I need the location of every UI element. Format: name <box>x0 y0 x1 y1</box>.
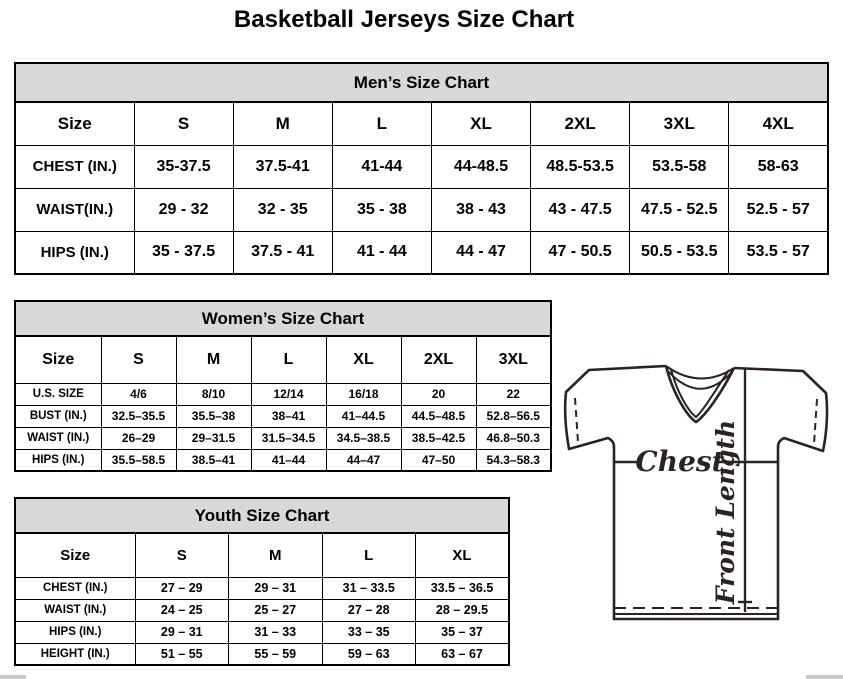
size-column-label: Size <box>15 336 101 383</box>
value-cell: 28 – 29.5 <box>416 599 510 621</box>
value-cell: 29 - 32 <box>134 188 233 231</box>
value-cell: 58-63 <box>729 145 828 188</box>
table-row <box>15 231 828 274</box>
value-cell: 22 <box>476 383 551 405</box>
value-cell: 4/6 <box>101 383 176 405</box>
row-label: U.S. SIZE <box>15 383 101 405</box>
value-cell: 52.8–56.5 <box>476 405 551 427</box>
row-label: CHEST (IN.) <box>15 145 134 188</box>
value-cell: 29–31.5 <box>176 427 251 449</box>
size-column-label: Size <box>15 533 135 577</box>
value-cell: 44–47 <box>326 449 401 471</box>
size-cell: L <box>251 336 326 383</box>
table-row <box>15 621 509 643</box>
front-length-label: Front Length <box>711 419 740 605</box>
youth-size-table <box>14 497 510 666</box>
size-cell: XL <box>326 336 401 383</box>
value-cell: 47.5 - 52.5 <box>630 188 729 231</box>
size-cell: S <box>135 533 229 577</box>
horizontal-scrollbar-left-fragment[interactable] <box>0 675 26 679</box>
row-label: CHEST (IN.) <box>15 577 135 599</box>
value-cell: 29 – 31 <box>135 621 229 643</box>
value-cell: 27 – 29 <box>135 577 229 599</box>
value-cell: 38 - 43 <box>431 188 530 231</box>
table-row <box>15 102 828 145</box>
value-cell: 51 – 55 <box>135 643 229 665</box>
value-cell: 41-44 <box>332 145 431 188</box>
row-label: HIPS (IN.) <box>15 231 134 274</box>
value-cell: 12/14 <box>251 383 326 405</box>
row-label: HIPS (IN.) <box>15 449 101 471</box>
mens-size-table <box>14 62 829 275</box>
value-cell: 33 – 35 <box>322 621 416 643</box>
value-cell: 37.5-41 <box>233 145 332 188</box>
size-cell: M <box>233 102 332 145</box>
value-cell: 48.5-53.5 <box>531 145 630 188</box>
table-row <box>15 533 509 577</box>
size-cell: S <box>101 336 176 383</box>
table-row <box>15 449 551 471</box>
row-label: HIPS (IN.) <box>15 621 135 643</box>
value-cell: 32 - 35 <box>233 188 332 231</box>
value-cell: 52.5 - 57 <box>729 188 828 231</box>
table-row <box>15 599 509 621</box>
value-cell: 16/18 <box>326 383 401 405</box>
row-label: WAIST (IN.) <box>15 427 101 449</box>
youth-chart-header: Youth Size Chart <box>15 498 509 533</box>
value-cell: 27 – 28 <box>322 599 416 621</box>
value-cell: 43 - 47.5 <box>531 188 630 231</box>
size-cell: S <box>134 102 233 145</box>
value-cell: 35-37.5 <box>134 145 233 188</box>
size-cell: L <box>332 102 431 145</box>
size-cell: XL <box>431 102 530 145</box>
size-cell: 2XL <box>531 102 630 145</box>
mens-chart-header: Men’s Size Chart <box>15 63 828 102</box>
value-cell: 35 - 38 <box>332 188 431 231</box>
value-cell: 46.8–50.3 <box>476 427 551 449</box>
row-label: HEIGHT (IN.) <box>15 643 135 665</box>
value-cell: 41 - 44 <box>332 231 431 274</box>
size-cell: 3XL <box>630 102 729 145</box>
value-cell: 24 – 25 <box>135 599 229 621</box>
horizontal-scrollbar-right-fragment[interactable] <box>806 675 843 679</box>
table-row <box>15 577 509 599</box>
jersey-measurement-diagram <box>556 362 838 634</box>
value-cell: 8/10 <box>176 383 251 405</box>
size-cell: XL <box>416 533 510 577</box>
value-cell: 31.5–34.5 <box>251 427 326 449</box>
value-cell: 54.3–58.3 <box>476 449 551 471</box>
row-label: WAIST (IN.) <box>15 599 135 621</box>
table-row <box>15 427 551 449</box>
value-cell: 26–29 <box>101 427 176 449</box>
value-cell: 38.5–41 <box>176 449 251 471</box>
value-cell: 35 - 37.5 <box>134 231 233 274</box>
value-cell: 33.5 – 36.5 <box>416 577 510 599</box>
value-cell: 25 – 27 <box>229 599 323 621</box>
value-cell: 31 – 33.5 <box>322 577 416 599</box>
value-cell: 47 - 50.5 <box>531 231 630 274</box>
value-cell: 44 - 47 <box>431 231 530 274</box>
table-row <box>15 336 551 383</box>
value-cell: 44-48.5 <box>431 145 530 188</box>
value-cell: 20 <box>401 383 476 405</box>
value-cell: 50.5 - 53.5 <box>630 231 729 274</box>
value-cell: 59 – 63 <box>322 643 416 665</box>
size-cell: 2XL <box>401 336 476 383</box>
page-title: Basketball Jerseys Size Chart <box>233 6 575 33</box>
table-row <box>15 188 828 231</box>
row-label: WAIST(IN.) <box>15 188 134 231</box>
size-cell: 4XL <box>729 102 828 145</box>
value-cell: 63 – 67 <box>416 643 510 665</box>
value-cell: 37.5 - 41 <box>233 231 332 274</box>
value-cell: 31 – 33 <box>229 621 323 643</box>
value-cell: 32.5–35.5 <box>101 405 176 427</box>
left-cuff-dashed-seam <box>575 398 578 442</box>
value-cell: 35.5–58.5 <box>101 449 176 471</box>
value-cell: 53.5 - 57 <box>729 231 828 274</box>
right-cuff-dashed-seam <box>814 399 817 444</box>
chest-label: Chest <box>635 445 725 478</box>
value-cell: 35.5–38 <box>176 405 251 427</box>
jersey-outline-icon <box>565 366 827 619</box>
value-cell: 38–41 <box>251 405 326 427</box>
table-row <box>15 498 509 533</box>
table-row <box>15 383 551 405</box>
value-cell: 44.5–48.5 <box>401 405 476 427</box>
row-label: BUST (IN.) <box>15 405 101 427</box>
value-cell: 41–44.5 <box>326 405 401 427</box>
size-cell: L <box>322 533 416 577</box>
womens-size-table <box>14 300 552 472</box>
size-cell: M <box>176 336 251 383</box>
size-column-label: Size <box>15 102 134 145</box>
table-row <box>15 643 509 665</box>
value-cell: 34.5–38.5 <box>326 427 401 449</box>
value-cell: 38.5–42.5 <box>401 427 476 449</box>
value-cell: 55 – 59 <box>229 643 323 665</box>
value-cell: 41–44 <box>251 449 326 471</box>
value-cell: 35 – 37 <box>416 621 510 643</box>
table-row <box>15 301 551 336</box>
table-row <box>15 145 828 188</box>
size-cell: M <box>229 533 323 577</box>
womens-chart-header: Women’s Size Chart <box>15 301 551 336</box>
size-cell: 3XL <box>476 336 551 383</box>
value-cell: 47–50 <box>401 449 476 471</box>
table-row <box>15 405 551 427</box>
value-cell: 29 – 31 <box>229 577 323 599</box>
value-cell: 53.5-58 <box>630 145 729 188</box>
table-row <box>15 63 828 102</box>
